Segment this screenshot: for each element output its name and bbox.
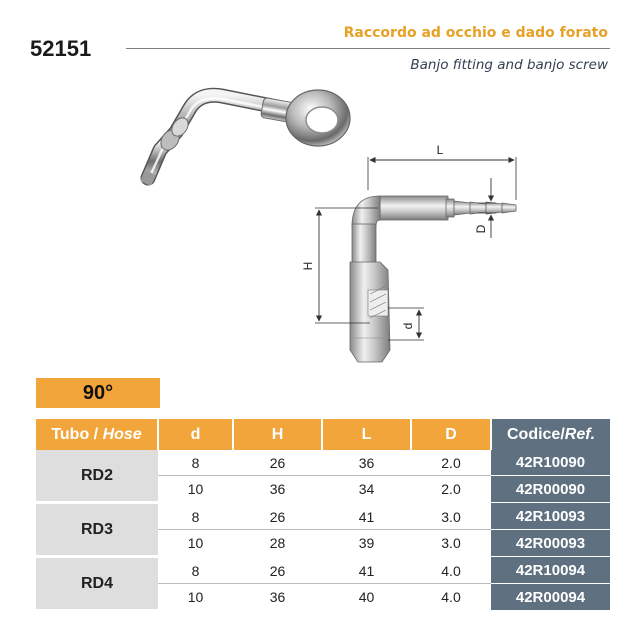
table-row	[36, 450, 610, 476]
technical-drawing	[301, 143, 516, 362]
cell-D: 2.0	[411, 450, 491, 476]
dimension-D-label: D	[474, 224, 488, 234]
table-header-row	[36, 419, 610, 450]
cell-D: 2.0	[411, 476, 491, 503]
cell-ref: 42R10094	[491, 557, 610, 584]
header-d: d	[158, 419, 233, 450]
header-H: H	[233, 419, 322, 450]
hose-cell: RD3	[36, 503, 158, 557]
angle-badge: 90°	[36, 378, 160, 408]
hose-cell: RD4	[36, 557, 158, 611]
header-hose: Tubo / Hose	[36, 419, 158, 450]
cell-d: 10	[158, 476, 233, 503]
hose-cell: RD2	[36, 450, 158, 503]
cell-D: 3.0	[411, 503, 491, 530]
cell-H: 28	[233, 530, 322, 557]
dimension-L-label: L	[436, 143, 444, 157]
cell-D: 4.0	[411, 557, 491, 584]
cell-D: 3.0	[411, 530, 491, 557]
table-row	[36, 503, 610, 530]
specification-table	[36, 419, 610, 612]
cell-L: 39	[322, 530, 411, 557]
dimension-H-label: H	[301, 261, 315, 271]
cell-d: 8	[158, 557, 233, 584]
cell-ref: 42R10090	[491, 450, 610, 476]
cell-ref: 42R00090	[491, 476, 610, 503]
cell-L: 41	[322, 503, 411, 530]
table-row	[36, 557, 610, 584]
cell-L: 41	[322, 557, 411, 584]
dimension-d-label: d	[401, 322, 415, 330]
header-L: L	[322, 419, 411, 450]
cell-ref: 42R00093	[491, 530, 610, 557]
cell-L: 40	[322, 584, 411, 611]
product-code: 52151	[30, 36, 92, 61]
cell-d: 8	[158, 503, 233, 530]
cell-H: 36	[233, 584, 322, 611]
cell-ref: 42R00094	[491, 584, 610, 611]
banjo-fitting-photo	[140, 90, 350, 186]
cell-H: 26	[233, 503, 322, 530]
cell-L: 36	[322, 450, 411, 476]
title-italian: Raccordo ad occhio e dado forato	[343, 25, 608, 41]
cell-H: 36	[233, 476, 322, 503]
cell-H: 26	[233, 557, 322, 584]
cell-d: 8	[158, 450, 233, 476]
cell-D: 4.0	[411, 584, 491, 611]
cell-d: 10	[158, 530, 233, 557]
header-D: D	[411, 419, 491, 450]
cell-H: 26	[233, 450, 322, 476]
cell-ref: 42R10093	[491, 503, 610, 530]
header-ref: Codice/Ref.	[491, 419, 610, 450]
cell-d: 10	[158, 584, 233, 611]
cell-L: 34	[322, 476, 411, 503]
title-english: Banjo fitting and banjo screw	[410, 57, 608, 73]
